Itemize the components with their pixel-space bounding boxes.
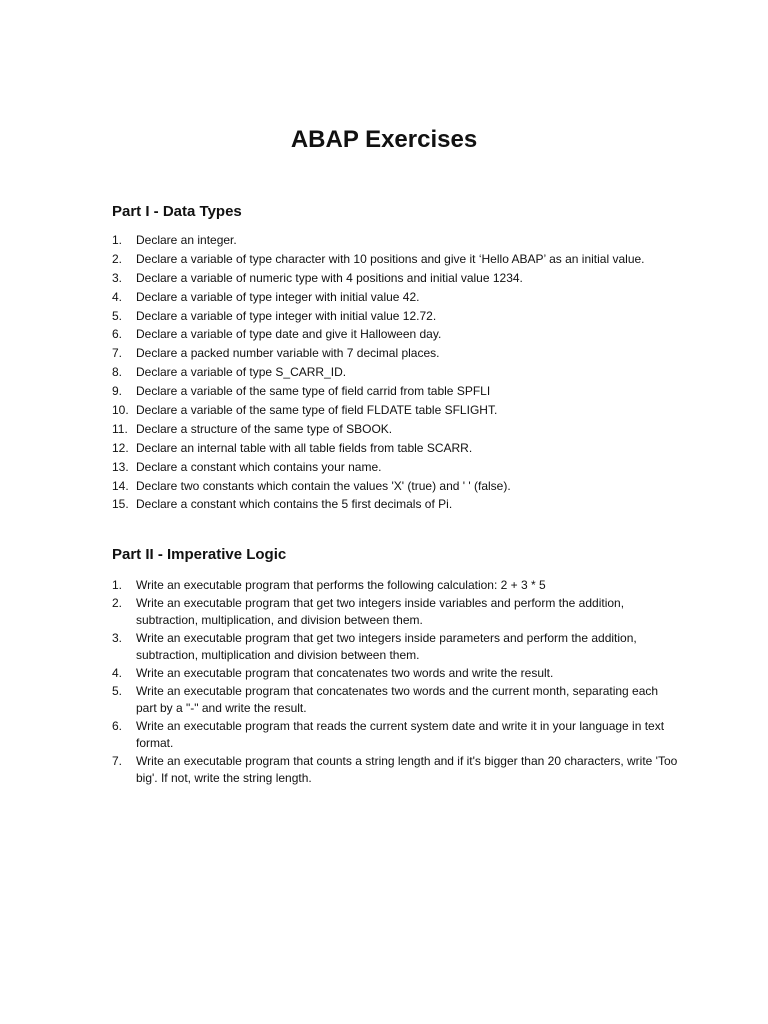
item-number: 6. — [112, 327, 123, 342]
exercise-list-data-types — [112, 232, 682, 515]
item-number: 6. — [112, 719, 123, 733]
item-text: Declare two constants which contain the values 'X' (true) and ' ' (false). — [136, 478, 511, 493]
item-number: 15. — [112, 497, 129, 512]
exercise-item — [112, 308, 682, 325]
item-number: 12. — [112, 440, 129, 455]
item-number: 1. — [112, 233, 123, 247]
exercise-item — [112, 421, 682, 438]
item-text: Declare a constant which contains your name. — [136, 459, 382, 474]
section-heading-data-types: Part I - Data Types — [112, 203, 242, 220]
item-text: Declare a variable of numeric type with 4 positions and initial value 1234. — [136, 270, 523, 285]
exercise-item — [112, 478, 682, 495]
item-text: Declare a variable of the same type of field FLDATE table SFLIGHT. — [136, 403, 498, 418]
exercise-list-imperative-logic — [112, 577, 682, 788]
item-number: 4. — [112, 666, 123, 680]
item-text: Declare an integer. — [136, 233, 237, 247]
item-number: 3. — [112, 270, 123, 285]
exercise-item — [112, 496, 682, 513]
exercise-item — [112, 364, 682, 381]
exercise-item — [112, 270, 682, 287]
item-number: 5. — [112, 308, 123, 323]
item-number: 5. — [112, 684, 123, 698]
item-number: 7. — [112, 346, 123, 361]
item-number: 1. — [112, 578, 123, 592]
exercise-item — [112, 665, 682, 682]
item-text: Declare a variable of type date and give it Halloween day. — [136, 327, 442, 342]
item-number: 10. — [112, 403, 129, 418]
item-text: Write an executable program that counts a string length and if it's bigger than 20 characters, write 'Too big'. If not, write the string length. — [136, 754, 678, 785]
item-text: Write an executable program that performs the following calculation: 2 + 3 * 5 — [136, 578, 546, 592]
item-number: 3. — [112, 631, 123, 645]
item-number: 2. — [112, 251, 123, 266]
item-text: Declare a structure of the same type of SBOOK. — [136, 421, 393, 436]
item-number: 13. — [112, 459, 129, 474]
item-number: 7. — [112, 754, 123, 768]
item-text: Declare a variable of type character with 10 positions and give it ‘Hello ABAP’ as an initial value. — [136, 251, 645, 266]
item-text: Write an executable program that concatenates two words and the current month, separating each part by a "-" and write the result. — [136, 684, 659, 715]
item-number: 9. — [112, 384, 123, 399]
item-number: 4. — [112, 289, 123, 304]
exercise-item — [112, 683, 682, 717]
item-text: Write an executable program that reads the current system date and write it in your language in text format. — [136, 719, 665, 750]
exercise-item — [112, 595, 682, 629]
exercise-item — [112, 402, 682, 419]
exercise-item — [112, 630, 682, 664]
item-number: 2. — [112, 596, 123, 610]
item-text: Write an executable program that concatenates two words and write the result. — [136, 666, 554, 680]
exercise-item — [112, 232, 682, 249]
item-text: Declare an internal table with all table fields from table SCARR. — [136, 440, 473, 455]
exercise-item — [112, 440, 682, 457]
exercise-item — [112, 326, 682, 343]
item-text: Declare a packed number variable with 7 decimal places. — [136, 346, 440, 361]
item-text: Declare a variable of the same type of field carrid from table SPFLI — [136, 384, 491, 399]
exercise-item — [112, 753, 682, 787]
section-heading-imperative-logic: Part II - Imperative Logic — [112, 546, 287, 563]
exercise-item — [112, 345, 682, 362]
exercise-item — [112, 251, 682, 268]
page-title: ABAP Exercises — [290, 126, 478, 153]
item-number: 14. — [112, 478, 129, 493]
item-text: Declare a variable of type integer with initial value 12.72. — [136, 308, 437, 323]
item-text: Declare a variable of type integer with initial value 42. — [136, 289, 420, 304]
exercise-item — [112, 718, 682, 752]
exercise-item — [112, 459, 682, 476]
exercise-item — [112, 289, 682, 306]
item-text: Write an executable program that get two integers inside parameters and perform the addition, subtraction, multiplication and division between them. — [136, 631, 637, 662]
item-number: 11. — [112, 421, 128, 436]
item-text: Write an executable program that get two integers inside variables and perform the addition, subtraction, multiplication, and division between them. — [136, 596, 625, 627]
item-text: Declare a variable of type S_CARR_ID. — [136, 365, 347, 380]
item-number: 8. — [112, 365, 123, 380]
exercise-item — [112, 383, 682, 400]
item-text: Declare a constant which contains the 5 first decimals of Pi. — [136, 497, 453, 512]
exercise-item — [112, 577, 682, 594]
